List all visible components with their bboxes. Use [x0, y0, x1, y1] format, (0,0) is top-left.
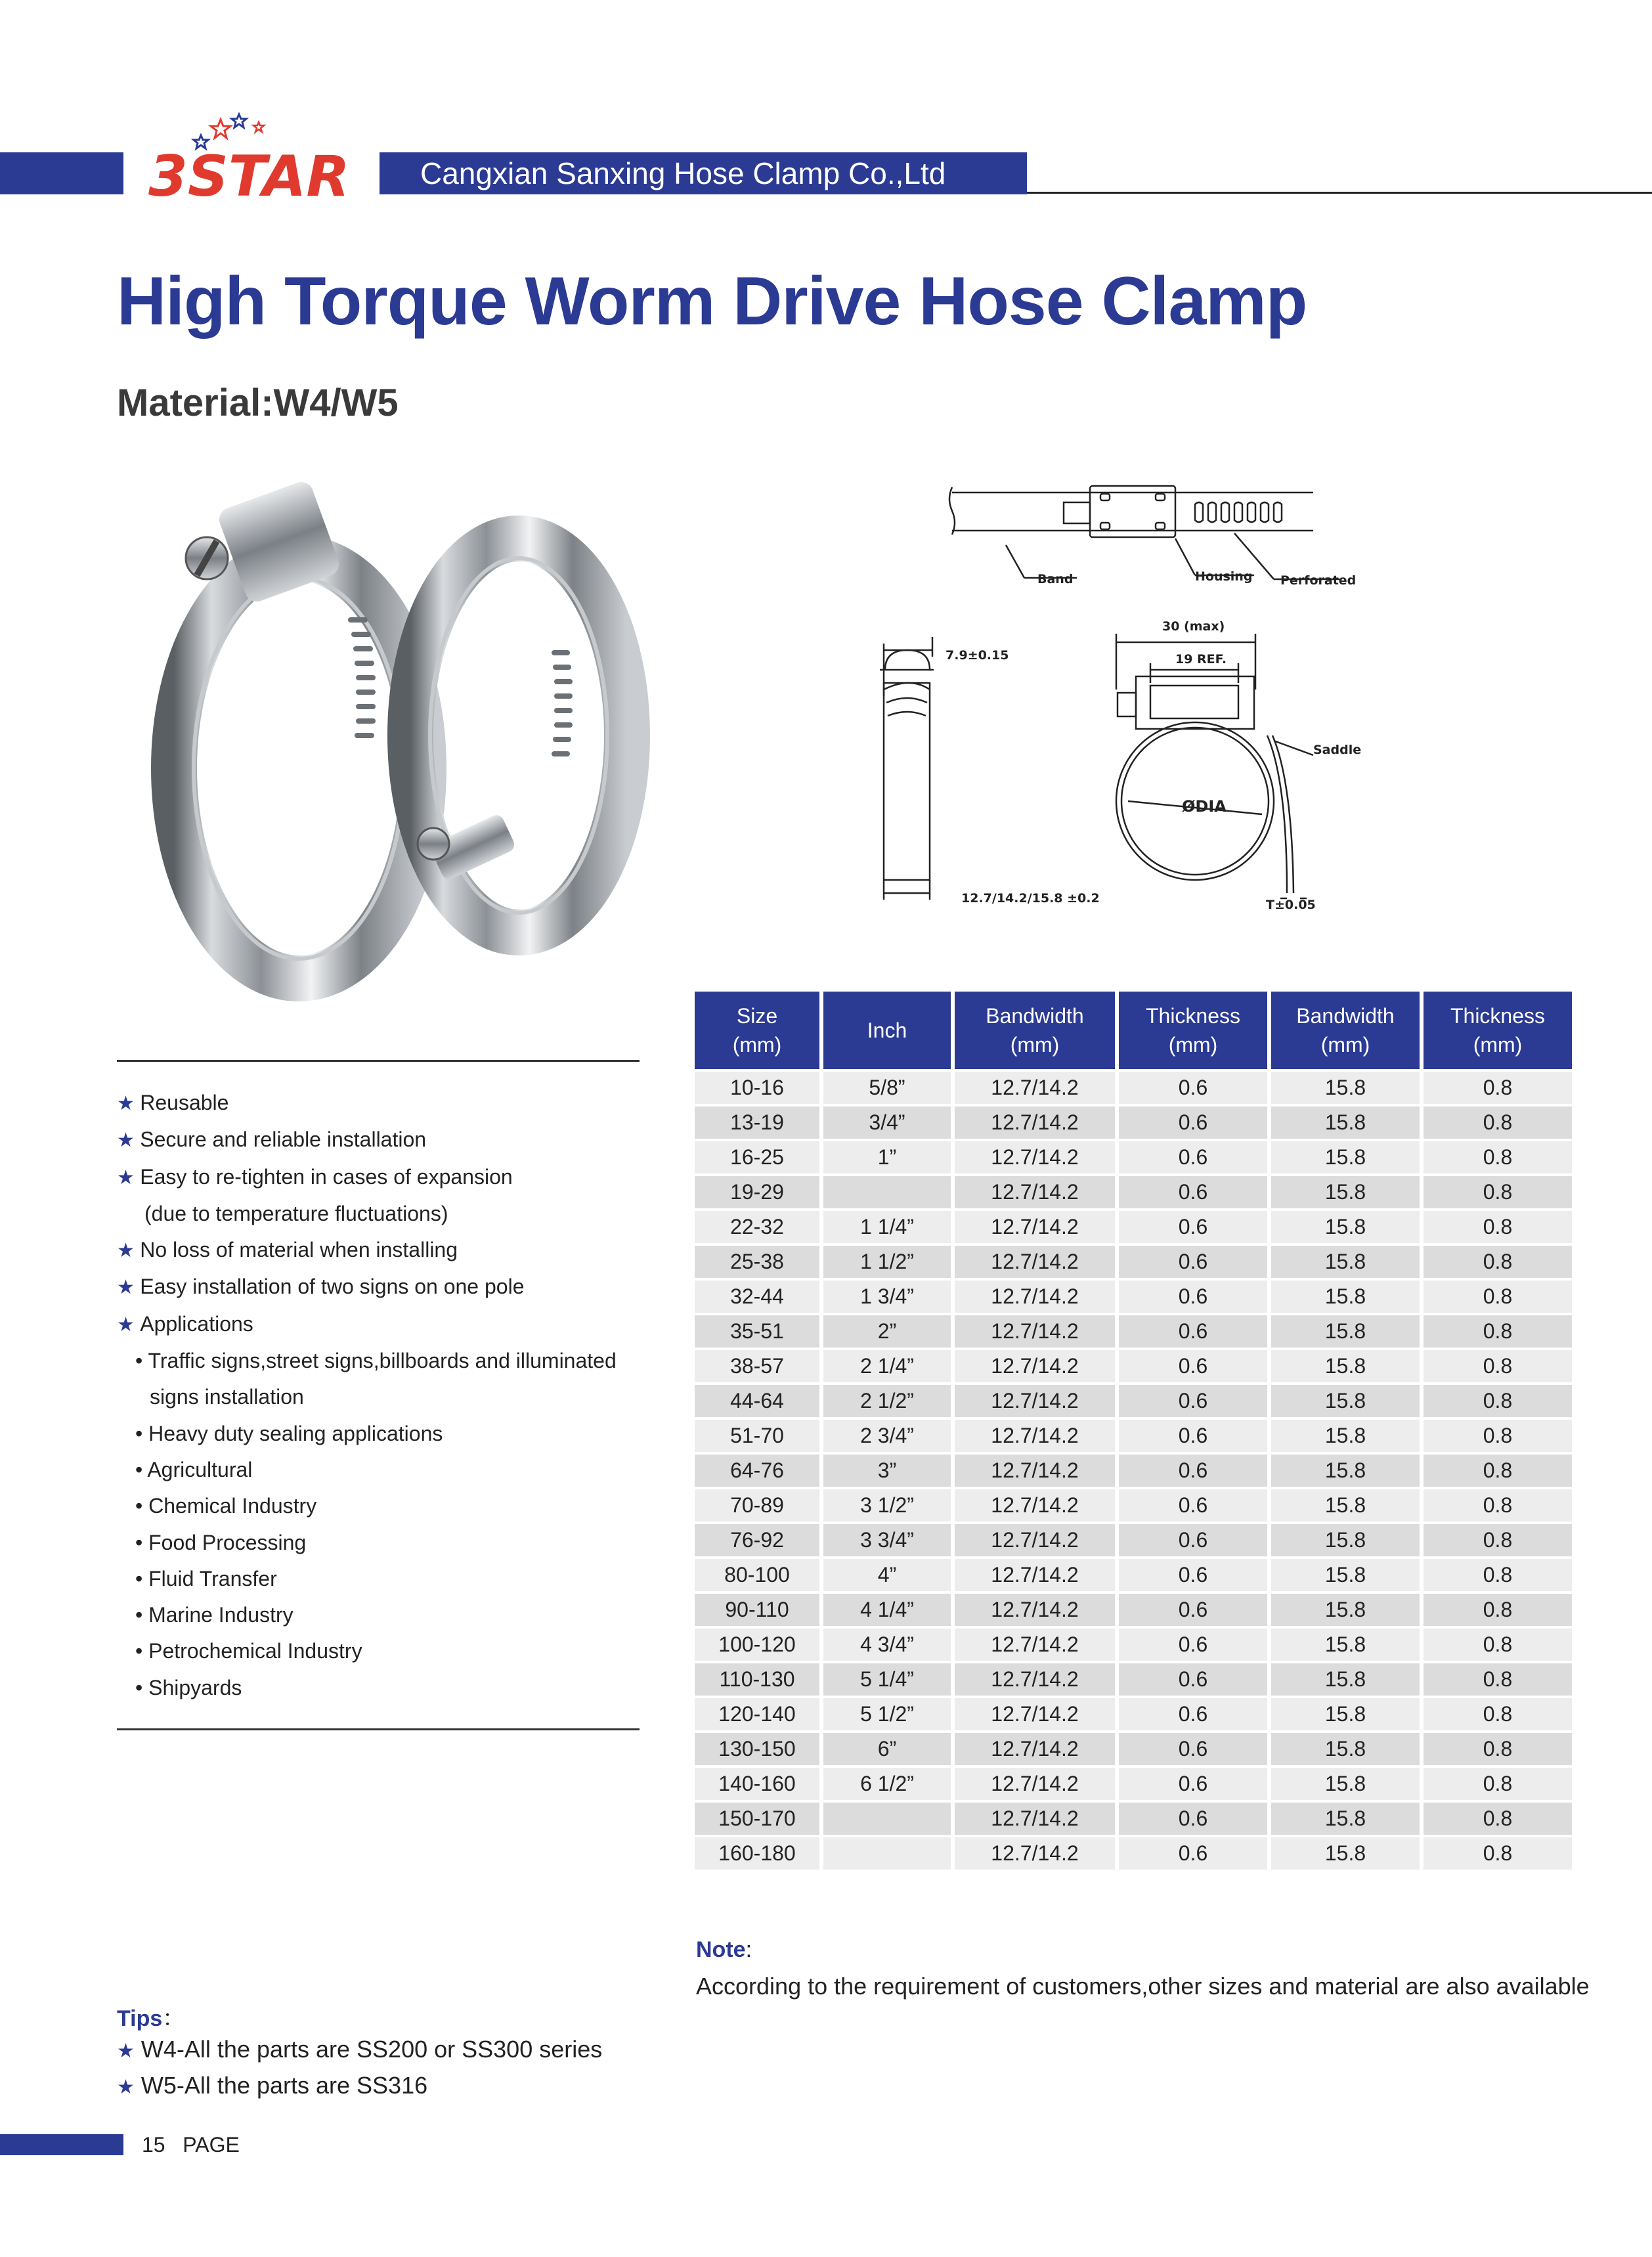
feature-text: Applications [140, 1311, 253, 1336]
table-cell: 3” [823, 1455, 951, 1487]
star-icon: ★ [117, 1129, 141, 1152]
table-cell: 5/8” [823, 1072, 951, 1104]
table-cell: 15.8 [1271, 1629, 1420, 1661]
feature-item [117, 1232, 642, 1269]
table-cell: 0.8 [1424, 1107, 1572, 1139]
table-cell: 25-38 [695, 1246, 819, 1278]
table-cell: 0.8 [1424, 1420, 1572, 1452]
table-cell: 15.8 [1271, 1524, 1420, 1556]
table-cell: 0.6 [1119, 1315, 1267, 1348]
table-cell: 44-64 [695, 1385, 819, 1417]
table-row [695, 1594, 1572, 1626]
table-cell: 15.8 [1271, 1733, 1420, 1765]
table-cell: 15.8 [1271, 1176, 1420, 1208]
table-cell: 0.6 [1119, 1281, 1267, 1313]
table-row [695, 1315, 1572, 1348]
tips-title-text: Tips [117, 2006, 163, 2031]
table-cell: 4 1/4” [823, 1594, 951, 1626]
table-cell: 2 1/4” [823, 1350, 951, 1382]
feature-item [117, 1085, 642, 1122]
table-cell: 12.7/14.2 [955, 1141, 1115, 1173]
table-cell: 0.8 [1424, 1524, 1572, 1556]
table-row [695, 1733, 1572, 1765]
label-screw: 7.9±0.15 [946, 648, 1009, 663]
table-cell: 15.8 [1271, 1594, 1420, 1626]
table-cell: 12.7/14.2 [955, 1420, 1115, 1452]
table-cell: 15.8 [1271, 1211, 1420, 1243]
table-cell: 12.7/14.2 [955, 1385, 1115, 1417]
label-thickness: T±0.05 [1266, 898, 1316, 912]
table-cell: 0.8 [1424, 1559, 1572, 1591]
table-row [695, 1768, 1572, 1800]
feature-text: Easy installation of two signs on one pole [140, 1275, 525, 1299]
table-cell: 3 1/2” [823, 1489, 951, 1522]
table-cell: 12.7/14.2 [955, 1246, 1115, 1278]
table-cell: 0.6 [1119, 1385, 1267, 1417]
product-photo [131, 460, 670, 1005]
table-cell: 0.8 [1424, 1837, 1572, 1870]
table-cell: 0.6 [1119, 1629, 1267, 1661]
table-cell: 0.8 [1424, 1350, 1572, 1382]
tip-text: W5-All the parts are SS316 [141, 2072, 428, 2099]
table-cell: 12.7/14.2 [955, 1663, 1115, 1696]
table-cell: 0.6 [1119, 1455, 1267, 1487]
table-cell: 15.8 [1271, 1663, 1420, 1696]
feature-text: • Shipyards [135, 1675, 242, 1699]
table-cell: 70-89 [695, 1489, 819, 1522]
table-cell: 12.7/14.2 [955, 1072, 1115, 1104]
table-cell: 0.8 [1424, 1698, 1572, 1730]
table-cell: 15.8 [1271, 1455, 1420, 1487]
table-cell: 13-19 [695, 1107, 819, 1139]
table-row [695, 1629, 1572, 1661]
table-row [695, 1281, 1572, 1313]
feature-item [117, 1561, 642, 1597]
tip-item-w5 [117, 2072, 427, 2099]
table-cell [823, 1176, 951, 1208]
table-cell: 32-44 [695, 1281, 819, 1313]
table-row [695, 1455, 1572, 1487]
label-bandwidths: 12.7/14.2/15.8 ±0.2 [961, 891, 1100, 906]
table-cell: 15.8 [1271, 1420, 1420, 1452]
feature-text: • Traffic signs,street signs,billboards and illuminated [135, 1349, 617, 1373]
table-row [695, 1803, 1572, 1835]
header-line: Inch [867, 1019, 907, 1042]
technical-drawing [854, 473, 1445, 919]
table-cell: 1 3/4” [823, 1281, 951, 1313]
note-title [696, 1937, 752, 1963]
feature-item [117, 1452, 642, 1488]
table-cell: 12.7/14.2 [955, 1211, 1115, 1243]
feature-list [117, 1085, 642, 1706]
table-cell: 0.8 [1424, 1594, 1572, 1626]
table-cell: 110-130 [695, 1663, 819, 1696]
table-cell: 15.8 [1271, 1246, 1420, 1278]
label-band: Band [1037, 572, 1074, 586]
table-header-cell [1271, 992, 1420, 1069]
table-cell: 19-29 [695, 1176, 819, 1208]
header-rule [1027, 192, 1652, 194]
tips-title [117, 2000, 185, 2032]
table-cell: 0.8 [1424, 1072, 1572, 1104]
table-row [695, 1246, 1572, 1278]
feature-item [117, 1633, 642, 1669]
table-cell: 0.6 [1119, 1420, 1267, 1452]
table-cell: 0.8 [1424, 1663, 1572, 1696]
table-row [695, 1385, 1572, 1417]
table-cell: 12.7/14.2 [955, 1559, 1115, 1591]
feature-text: signs installation [150, 1385, 304, 1409]
table-cell: 0.6 [1119, 1211, 1267, 1243]
hose-clamp-left [174, 479, 424, 978]
table-cell: 140-160 [695, 1768, 819, 1800]
table-cell: 0.6 [1119, 1768, 1267, 1800]
feature-text: • Petrochemical Industry [135, 1639, 362, 1663]
table-cell: 90-110 [695, 1594, 819, 1626]
table-body [695, 1072, 1572, 1870]
table-cell: 0.6 [1119, 1489, 1267, 1522]
table-cell: 12.7/14.2 [955, 1803, 1115, 1835]
table-cell: 0.6 [1119, 1559, 1267, 1591]
label-ref: 19 REF. [1175, 652, 1227, 667]
star-icon: ★ [117, 1093, 141, 1114]
table-header-cell [1424, 992, 1572, 1069]
table-cell: 0.6 [1119, 1350, 1267, 1382]
feature-item [117, 1159, 642, 1196]
table-cell: 1 1/4” [823, 1211, 951, 1243]
feature-item [117, 1269, 642, 1305]
table-cell: 15.8 [1271, 1107, 1420, 1139]
table-cell: 0.6 [1119, 1246, 1267, 1278]
table-cell: 12.7/14.2 [955, 1837, 1115, 1870]
table-cell: 22-32 [695, 1211, 819, 1243]
header-line: Size [736, 1004, 778, 1028]
spec-table [691, 989, 1576, 1872]
feature-item [117, 1343, 642, 1379]
feature-text: Secure and reliable installation [140, 1128, 427, 1152]
table-header-cell [823, 992, 951, 1069]
page-number: 15 PAGE [142, 2133, 240, 2157]
table-row [695, 1107, 1572, 1139]
table-cell [823, 1837, 951, 1870]
feature-item [117, 1670, 642, 1706]
label-saddle: Saddle [1313, 743, 1362, 757]
table-cell: 15.8 [1271, 1489, 1420, 1522]
feature-item [117, 1416, 642, 1452]
star-icon: ★ [117, 2076, 135, 2098]
table-row [695, 1524, 1572, 1556]
table-cell: 64-76 [695, 1455, 819, 1487]
table-cell: 12.7/14.2 [955, 1698, 1115, 1730]
table-cell: 0.6 [1119, 1107, 1267, 1139]
table-cell: 15.8 [1271, 1281, 1420, 1313]
table-cell: 12.7/14.2 [955, 1455, 1115, 1487]
table-cell: 15.8 [1271, 1385, 1420, 1417]
table-cell: 5 1/4” [823, 1663, 951, 1696]
table-cell: 0.8 [1424, 1141, 1572, 1173]
table-cell: 15.8 [1271, 1837, 1420, 1870]
table-cell: 0.6 [1119, 1176, 1267, 1208]
table-cell: 0.6 [1119, 1803, 1267, 1835]
label-max-width: 30 (max) [1162, 619, 1225, 634]
feature-text: • Agricultural [135, 1457, 253, 1481]
table-cell: 12.7/14.2 [955, 1594, 1115, 1626]
table-cell: 0.6 [1119, 1072, 1267, 1104]
table-cell: 10-16 [695, 1072, 819, 1104]
page-title: High Torque Worm Drive Hose Clamp [117, 263, 1307, 340]
table-cell: 0.8 [1424, 1385, 1572, 1417]
table-cell: 0.8 [1424, 1176, 1572, 1208]
table-cell: 15.8 [1271, 1803, 1420, 1835]
header-line: (mm) [1473, 1033, 1523, 1057]
star-icon: ★ [117, 1166, 141, 1189]
table-cell: 12.7/14.2 [955, 1315, 1115, 1348]
table-cell: 0.6 [1119, 1733, 1267, 1765]
features-top-rule [117, 1060, 640, 1062]
company-name: Cangxian Sanxing Hose Clamp Co.,Ltd [420, 156, 946, 190]
tip-text: W4-All the parts are SS200 or SS300 series [141, 2036, 603, 2063]
table-cell: 130-150 [695, 1733, 819, 1765]
table-cell: 80-100 [695, 1559, 819, 1591]
table-cell: 15.8 [1271, 1698, 1420, 1730]
table-cell: 4” [823, 1559, 951, 1591]
label-dia: ØDIA [1182, 797, 1227, 816]
table-cell: 12.7/14.2 [955, 1107, 1115, 1139]
note-title-text: Note [696, 1937, 746, 1962]
feature-text: • Heavy duty sealing applications [135, 1421, 443, 1445]
table-row [695, 1559, 1572, 1591]
feature-item [117, 1488, 642, 1524]
table-cell: 0.6 [1119, 1594, 1267, 1626]
table-cell: 150-170 [695, 1803, 819, 1835]
table-cell: 100-120 [695, 1629, 819, 1661]
table-row [695, 1176, 1572, 1208]
table-cell: 12.7/14.2 [955, 1733, 1115, 1765]
feature-item [117, 1306, 642, 1343]
header-line: Thickness [1450, 1004, 1546, 1028]
table-cell: 6” [823, 1733, 951, 1765]
table-cell: 0.8 [1424, 1211, 1572, 1243]
table-cell: 76-92 [695, 1524, 819, 1556]
label-perforated: Perforated [1280, 573, 1357, 588]
table-cell: 15.8 [1271, 1768, 1420, 1800]
star-icon: ★ [117, 2040, 135, 2062]
feature-text: • Marine Industry [135, 1603, 293, 1627]
table-cell: 1 1/2” [823, 1246, 951, 1278]
table-cell: 2” [823, 1315, 951, 1348]
table-cell: 2 3/4” [823, 1420, 951, 1452]
feature-text: No loss of material when installing [140, 1238, 458, 1262]
table-row [695, 1350, 1572, 1382]
feature-text: • Food Processing [135, 1530, 307, 1554]
note-colon: : [745, 1937, 752, 1962]
features-bottom-rule [117, 1728, 640, 1730]
table-cell: 12.7/14.2 [955, 1281, 1115, 1313]
table-cell: 2 1/2” [823, 1385, 951, 1417]
table-cell: 16-25 [695, 1141, 819, 1173]
tips-colon: ： [162, 2006, 185, 2031]
table-header-cell [1119, 992, 1267, 1069]
feature-item [117, 1122, 642, 1158]
logo-text: 3STAR [148, 144, 350, 204]
table-cell: 0.6 [1119, 1837, 1267, 1870]
table-cell: 5 1/2” [823, 1698, 951, 1730]
table-cell: 15.8 [1271, 1315, 1420, 1348]
material-subtitle: Material:W4/W5 [117, 382, 399, 424]
table-cell: 3/4” [823, 1107, 951, 1139]
table-cell: 160-180 [695, 1837, 819, 1870]
table-cell: 0.6 [1119, 1698, 1267, 1730]
table-cell: 0.8 [1424, 1768, 1572, 1800]
table-cell: 120-140 [695, 1698, 819, 1730]
table-cell: 12.7/14.2 [955, 1768, 1115, 1800]
table-cell: 0.8 [1424, 1455, 1572, 1487]
table-header-row [695, 992, 1572, 1069]
table-row [695, 1072, 1572, 1104]
table-cell: 12.7/14.2 [955, 1176, 1115, 1208]
tip-item-w4 [117, 2036, 602, 2063]
feature-item [117, 1196, 642, 1232]
header-bar-left [0, 152, 123, 194]
logo [147, 112, 357, 204]
footer-bar [0, 2134, 123, 2155]
table-row [695, 1420, 1572, 1452]
table-cell: 0.8 [1424, 1315, 1572, 1348]
label-housing: Housing [1195, 569, 1253, 584]
feature-item [117, 1597, 642, 1633]
table-cell: 1” [823, 1141, 951, 1173]
table-cell: 12.7/14.2 [955, 1629, 1115, 1661]
feature-item [117, 1525, 642, 1561]
table-cell: 0.6 [1119, 1141, 1267, 1173]
table-cell: 38-57 [695, 1350, 819, 1382]
header-line: Bandwidth [986, 1004, 1084, 1028]
table-cell: 0.8 [1424, 1246, 1572, 1278]
table-cell: 15.8 [1271, 1072, 1420, 1104]
feature-text: (due to temperature fluctuations) [144, 1201, 448, 1225]
table-cell: 0.8 [1424, 1733, 1572, 1765]
table-cell: 0.6 [1119, 1524, 1267, 1556]
table-row [695, 1663, 1572, 1696]
header-line: Thickness [1145, 1004, 1241, 1028]
table-row [695, 1698, 1572, 1730]
star-icon: ★ [117, 1313, 141, 1336]
star-icon: ★ [117, 1277, 141, 1299]
header-line: (mm) [1010, 1033, 1060, 1057]
table-cell: 0.6 [1119, 1663, 1267, 1696]
table-row [695, 1489, 1572, 1522]
table-cell: 0.8 [1424, 1629, 1572, 1661]
feature-text: • Fluid Transfer [135, 1566, 277, 1590]
table-row [695, 1211, 1572, 1243]
table-row [695, 1141, 1572, 1173]
table-cell: 15.8 [1271, 1559, 1420, 1591]
table-header-cell [695, 992, 819, 1069]
header-line: (mm) [1168, 1033, 1218, 1057]
table-cell: 15.8 [1271, 1141, 1420, 1173]
table-cell: 4 3/4” [823, 1629, 951, 1661]
feature-text: Reusable [140, 1091, 229, 1114]
table-header-cell [955, 992, 1115, 1069]
table-cell: 0.8 [1424, 1489, 1572, 1522]
star-icon: ★ [117, 1240, 141, 1262]
table-cell [823, 1803, 951, 1835]
feature-item [117, 1379, 642, 1415]
table-cell: 0.8 [1424, 1281, 1572, 1313]
table-cell: 12.7/14.2 [955, 1350, 1115, 1382]
table-cell: 12.7/14.2 [955, 1489, 1115, 1522]
header-line: (mm) [1320, 1033, 1370, 1057]
table-cell: 35-51 [695, 1315, 819, 1348]
header-line: Bandwidth [1296, 1004, 1395, 1028]
table-cell: 0.8 [1424, 1803, 1572, 1835]
feature-text: Easy to re-tighten in cases of expansion [140, 1164, 513, 1189]
table-cell: 6 1/2” [823, 1768, 951, 1800]
table-row [695, 1837, 1572, 1870]
table-cell: 12.7/14.2 [955, 1524, 1115, 1556]
feature-text: • Chemical Industry [135, 1494, 317, 1518]
table-cell: 15.8 [1271, 1350, 1420, 1382]
table-cell: 51-70 [695, 1420, 819, 1452]
note-text: According to the requirement of customers,other sizes and material are also available [696, 1973, 1590, 2000]
table-cell: 3 3/4” [823, 1524, 951, 1556]
header-line: (mm) [732, 1033, 782, 1057]
